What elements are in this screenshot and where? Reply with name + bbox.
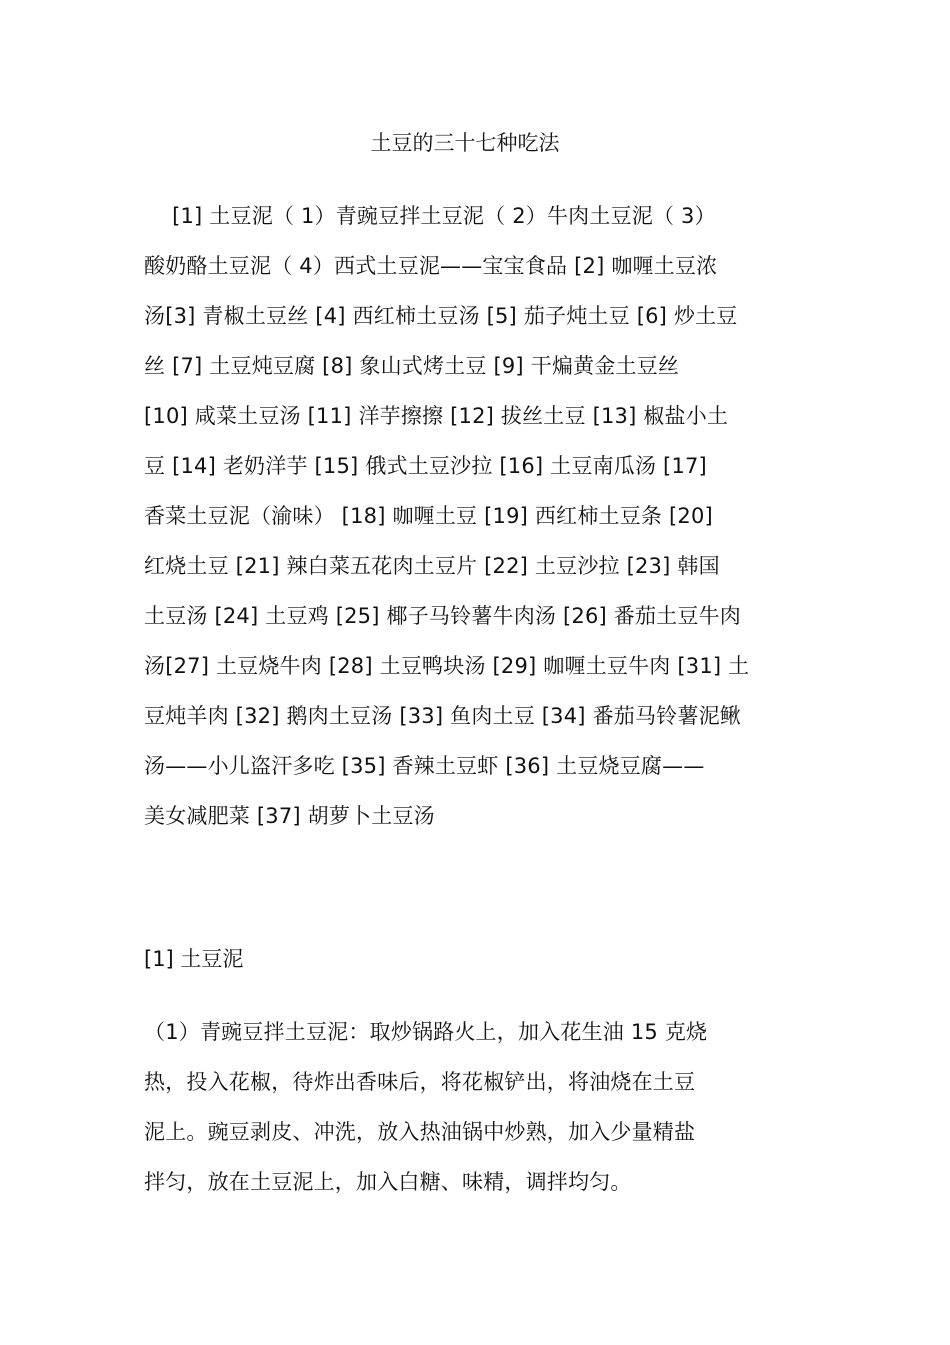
toc-line: 美女减肥菜 [37] 胡萝卜土豆汤 <box>144 804 435 828</box>
toc-line: 豆 [14] 老奶洋芋 [15] 俄式土豆沙拉 [16] 土豆南瓜汤 [17] <box>144 454 707 478</box>
toc-line: 汤[3] 青椒土豆丝 [4] 西红柿土豆汤 [5] 茄子炖土豆 [6] 炒土豆 <box>144 304 738 328</box>
paragraph-line: 泥上。豌豆剥皮、冲洗，放入热油锅中炒熟，加入少量精盐 <box>144 1120 696 1144</box>
toc-line: [1] 土豆泥（ 1）青豌豆拌土豆泥（ 2）牛肉土豆泥（ 3） <box>144 204 716 228</box>
toc-line: 香菜土豆泥（渝味） [18] 咖喱土豆 [19] 西红柿土豆条 [20] <box>144 504 713 528</box>
toc-line: 土豆汤 [24] 土豆鸡 [25] 椰子马铃薯牛肉汤 [26] 番茄土豆牛肉 <box>144 604 741 628</box>
toc-line: [10] 咸菜土豆汤 [11] 洋芋擦擦 [12] 拔丝土豆 [13] 椒盐小土 <box>144 404 729 428</box>
toc-line: 汤[27] 土豆烧牛肉 [28] 土豆鸭块汤 [29] 咖喱土豆牛肉 [31] 土 <box>144 654 750 678</box>
toc-line: 豆炖羊肉 [32] 鹅肉土豆汤 [33] 鱼肉土豆 [34] 番茄马铃薯泥鳅 <box>144 704 741 728</box>
toc-line: 汤——小儿盗汗多吃 [35] 香辣土豆虾 [36] 土豆烧豆腐—— <box>144 754 705 778</box>
toc-line: 丝 [7] 土豆炖豆腐 [8] 象山式烤土豆 [9] 干煸黄金土豆丝 <box>144 354 680 378</box>
paragraph-line: （1）青豌豆拌土豆泥：取炒锅路火上，加入花生油 15 克烧 <box>144 1020 708 1044</box>
toc-line: 酸奶酪土豆泥（ 4）西式土豆泥——宝宝食品 [2] 咖喱土豆浓 <box>144 254 718 278</box>
document-title: 土豆的三十七种吃法 <box>370 131 560 155</box>
paragraph-line: 热，投入花椒，待炸出香味后，将花椒铲出，将油烧在土豆 <box>144 1070 696 1094</box>
toc-line: 红烧土豆 [21] 辣白菜五花肉土豆片 [22] 土豆沙拉 [23] 韩国 <box>144 554 720 578</box>
section-heading: [1] 土豆泥 <box>144 947 244 971</box>
paragraph-line: 拌匀，放在土豆泥上，加入白糖、味精，调拌均匀。 <box>144 1170 632 1194</box>
